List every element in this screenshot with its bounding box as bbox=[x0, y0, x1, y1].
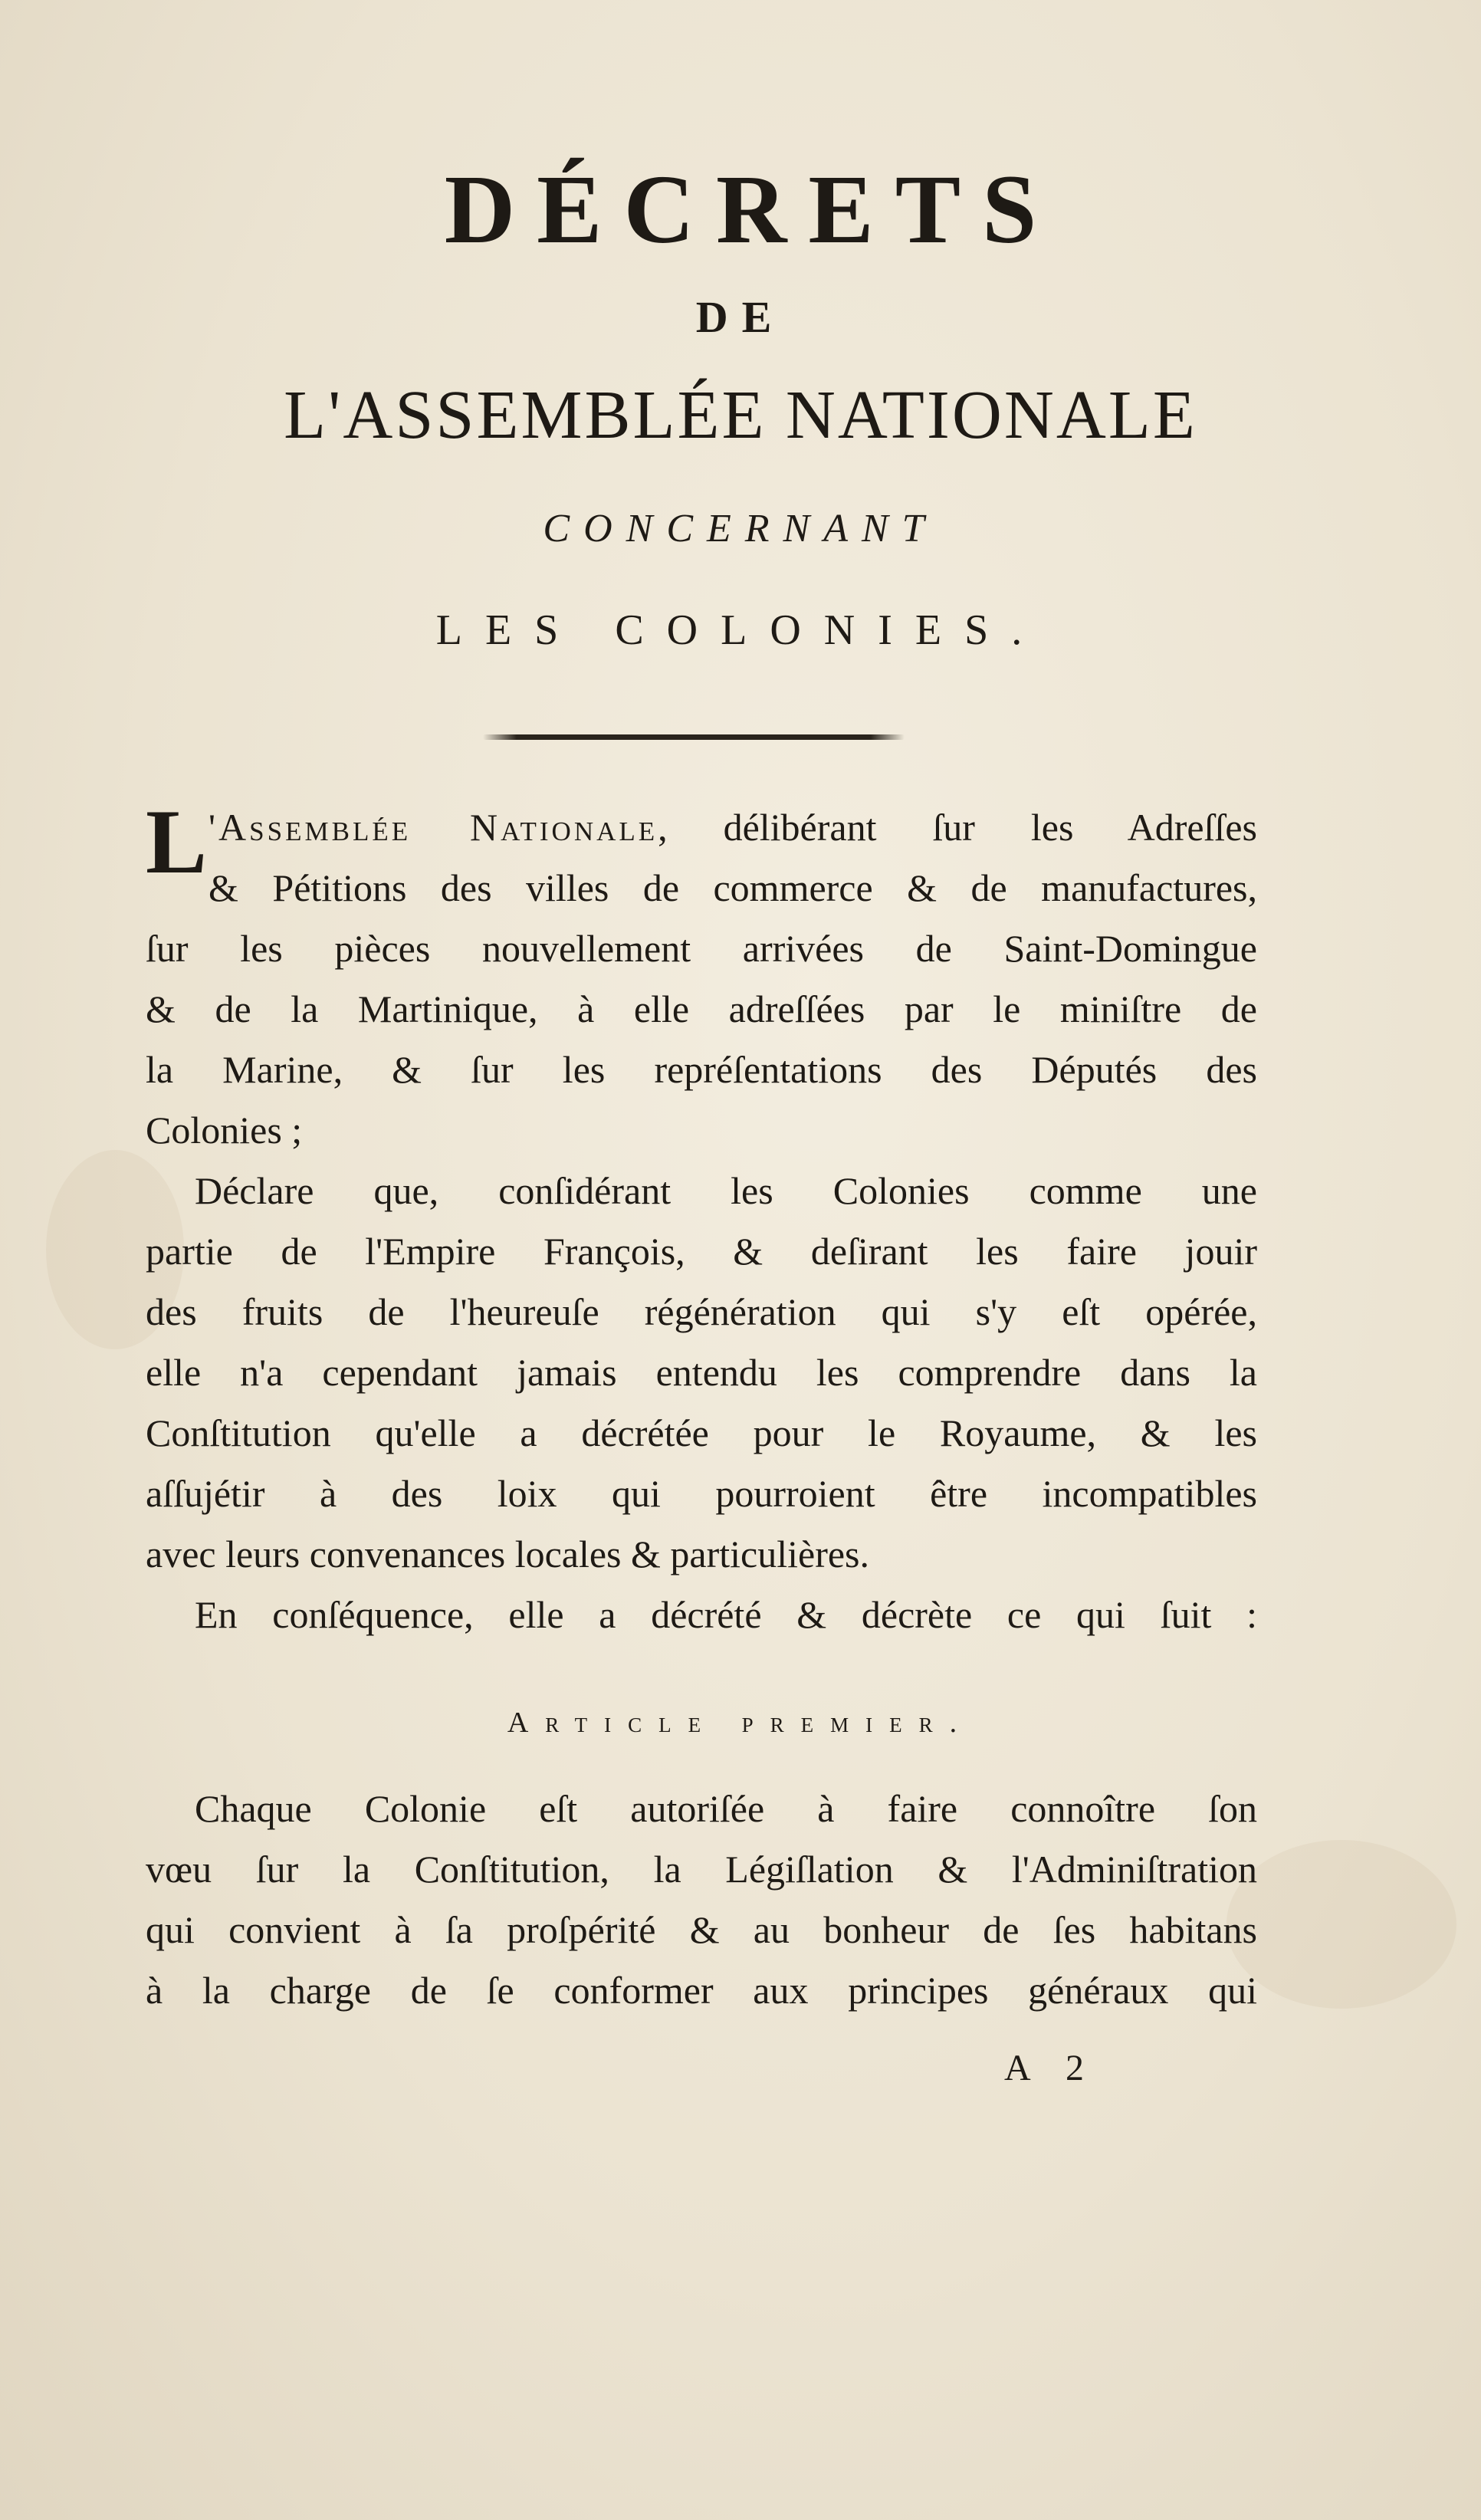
signature-mark: A 2 bbox=[1004, 2048, 1098, 2088]
paper-stain bbox=[1227, 1840, 1456, 2009]
body-text bbox=[146, 790, 1257, 1645]
paragraph-line: à la charge de ſe conformer aux principes généraux qui bbox=[146, 1969, 1257, 2012]
ornamental-rule bbox=[483, 734, 905, 740]
paragraph-line: qui convient à ſa proſpérité & au bonheur de ſes habitans bbox=[146, 1908, 1257, 1951]
paragraph-line: vœu ſur la Conſtitution, la Légiſlation & l'Adminiſtration bbox=[146, 1848, 1257, 1891]
paragraph-line: avec leurs convenances locales & particulières. bbox=[146, 1533, 869, 1575]
paragraph-line: la Marine, & ſur les repréſentations des Députés des bbox=[146, 1048, 1257, 1091]
article-heading: Article premier. bbox=[507, 1707, 974, 1739]
paragraph-preamble bbox=[146, 790, 1257, 1161]
title-de: DE bbox=[695, 292, 786, 342]
paragraph-line: ſur les pièces nouvellement arrivées de Saint-Domingue bbox=[146, 927, 1257, 970]
drop-cap: L bbox=[146, 790, 208, 892]
paragraph-line: partie de l'Empire François, & deſirant les faire jouir bbox=[146, 1230, 1257, 1273]
line-text: , délibérant ſur les Adreſſes bbox=[658, 806, 1257, 849]
title-subject: LES COLONIES. bbox=[435, 606, 1046, 654]
paragraph-line: aſſujétir à des loix qui pourroient être incompatibles bbox=[146, 1472, 1257, 1515]
paragraph-line: En conſéquence, elle a décrété & décrète ce qui ſuit : bbox=[195, 1593, 1257, 1636]
paragraph-line: Chaque Colonie eſt autoriſée à faire connoître ſon bbox=[195, 1787, 1257, 1830]
paragraph-line: Déclare que, conſidérant les Colonies comme une bbox=[195, 1169, 1257, 1212]
paragraph-article bbox=[146, 1779, 1257, 2021]
paragraph-declaration bbox=[146, 1161, 1257, 1585]
paragraph-consequence bbox=[146, 1585, 1257, 1645]
paragraph-line: des fruits de l'heureuſe régénération qui s'y eſt opérée, bbox=[146, 1290, 1257, 1333]
paragraph-line: & de la Martinique, à elle adreſſées par le miniſtre de bbox=[146, 987, 1257, 1030]
title-main: DÉCRETS bbox=[444, 155, 1059, 264]
paragraph-line: Colonies ; bbox=[146, 1109, 303, 1152]
paragraph-line: Conſtitution qu'elle a décrétée pour le Royaume, & les bbox=[146, 1411, 1257, 1454]
title-concernant: CONCERNANT bbox=[543, 507, 938, 550]
paragraph-line: & Pétitions des villes de commerce & de manufactures, bbox=[209, 866, 1257, 909]
paragraph-line: elle n'a cependant jamais entendu les comprendre dans la bbox=[146, 1351, 1257, 1394]
article-body bbox=[146, 1779, 1257, 2021]
title-assembly: L'ASSEMBLÉE NATIONALE bbox=[284, 377, 1197, 453]
lead-smallcaps: 'Assemblée Nationale bbox=[209, 806, 658, 849]
